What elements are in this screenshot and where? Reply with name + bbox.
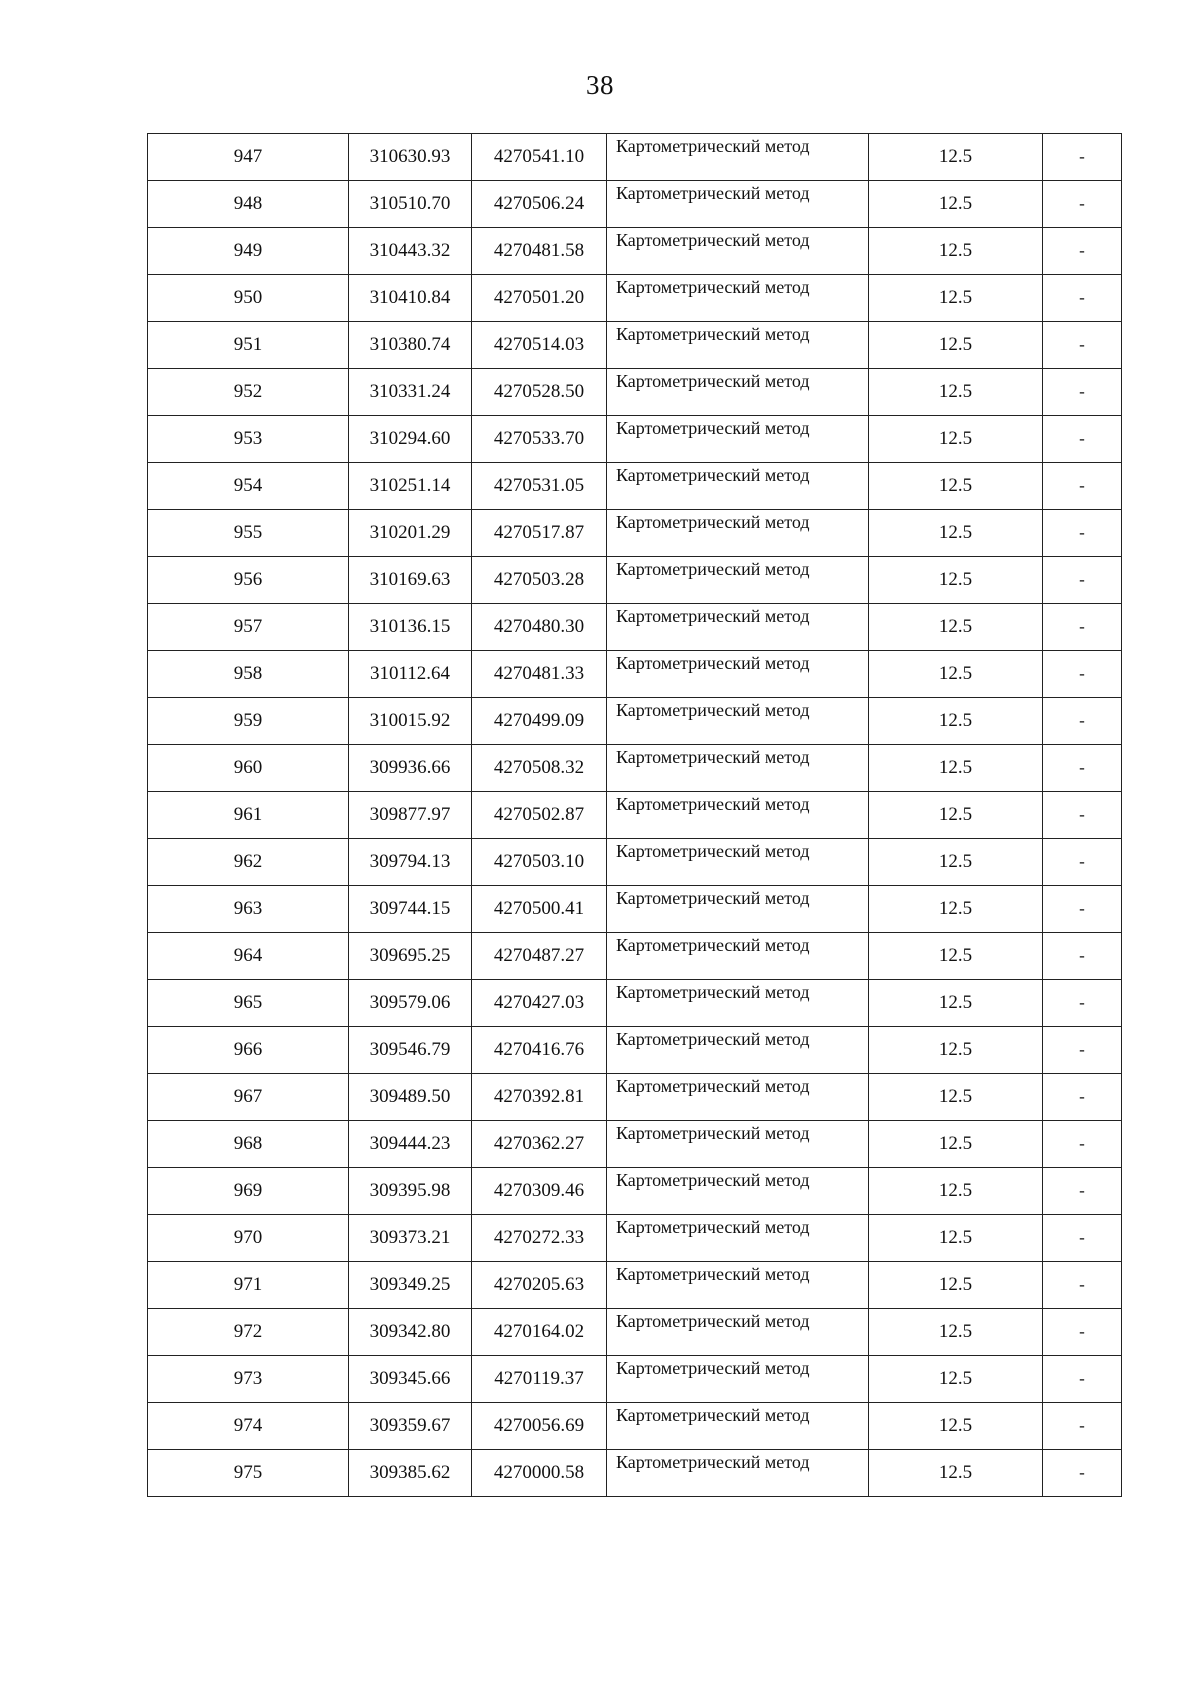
accuracy-cell: 12.5 [869, 1450, 1043, 1497]
accuracy-cell: 12.5 [869, 557, 1043, 604]
x-coordinate-cell: 310443.32 [349, 228, 472, 275]
table-row [148, 698, 1122, 745]
accuracy-cell: 12.5 [869, 1168, 1043, 1215]
note-cell: - [1043, 416, 1122, 463]
note-cell: - [1043, 1215, 1122, 1262]
point-number-cell: 964 [148, 933, 349, 980]
method-cell: Картометрический метод [607, 698, 869, 745]
method-cell: Картометрический метод [607, 886, 869, 933]
note-cell: - [1043, 369, 1122, 416]
table-row [148, 1027, 1122, 1074]
point-number-cell: 959 [148, 698, 349, 745]
note-cell: - [1043, 1027, 1122, 1074]
accuracy-cell: 12.5 [869, 1027, 1043, 1074]
x-coordinate-cell: 309342.80 [349, 1309, 472, 1356]
method-cell: Картометрический метод [607, 651, 869, 698]
accuracy-cell: 12.5 [869, 228, 1043, 275]
point-number-cell: 952 [148, 369, 349, 416]
y-coordinate-cell: 4270164.02 [472, 1309, 607, 1356]
note-cell: - [1043, 181, 1122, 228]
accuracy-cell: 12.5 [869, 651, 1043, 698]
table-row [148, 369, 1122, 416]
accuracy-cell: 12.5 [869, 1262, 1043, 1309]
point-number-cell: 969 [148, 1168, 349, 1215]
note-cell: - [1043, 1356, 1122, 1403]
point-number-cell: 965 [148, 980, 349, 1027]
accuracy-cell: 12.5 [869, 1215, 1043, 1262]
method-cell: Картометрический метод [607, 463, 869, 510]
note-cell: - [1043, 933, 1122, 980]
table-row [148, 228, 1122, 275]
table-row [148, 1450, 1122, 1497]
note-cell: - [1043, 1450, 1122, 1497]
note-cell: - [1043, 1403, 1122, 1450]
table-row [148, 1356, 1122, 1403]
table-row [148, 1215, 1122, 1262]
accuracy-cell: 12.5 [869, 1403, 1043, 1450]
x-coordinate-cell: 310136.15 [349, 604, 472, 651]
method-cell: Картометрический метод [607, 933, 869, 980]
y-coordinate-cell: 4270056.69 [472, 1403, 607, 1450]
method-cell: Картометрический метод [607, 1309, 869, 1356]
coordinates-table-body [148, 134, 1122, 1497]
x-coordinate-cell: 310201.29 [349, 510, 472, 557]
table-row [148, 1121, 1122, 1168]
table-row [148, 510, 1122, 557]
note-cell: - [1043, 792, 1122, 839]
x-coordinate-cell: 309794.13 [349, 839, 472, 886]
note-cell: - [1043, 604, 1122, 651]
point-number-cell: 955 [148, 510, 349, 557]
y-coordinate-cell: 4270499.09 [472, 698, 607, 745]
accuracy-cell: 12.5 [869, 980, 1043, 1027]
table-row [148, 1309, 1122, 1356]
y-coordinate-cell: 4270533.70 [472, 416, 607, 463]
accuracy-cell: 12.5 [869, 322, 1043, 369]
table-row [148, 886, 1122, 933]
accuracy-cell: 12.5 [869, 275, 1043, 322]
x-coordinate-cell: 309546.79 [349, 1027, 472, 1074]
table-row [148, 792, 1122, 839]
accuracy-cell: 12.5 [869, 886, 1043, 933]
x-coordinate-cell: 310112.64 [349, 651, 472, 698]
page-number: 38 [586, 70, 614, 100]
y-coordinate-cell: 4270416.76 [472, 1027, 607, 1074]
method-cell: Картометрический метод [607, 510, 869, 557]
point-number-cell: 970 [148, 1215, 349, 1262]
table-row [148, 416, 1122, 463]
method-cell: Картометрический метод [607, 228, 869, 275]
method-cell: Картометрический метод [607, 1074, 869, 1121]
method-cell: Картометрический метод [607, 275, 869, 322]
accuracy-cell: 12.5 [869, 745, 1043, 792]
table-row [148, 1403, 1122, 1450]
accuracy-cell: 12.5 [869, 1074, 1043, 1121]
point-number-cell: 962 [148, 839, 349, 886]
accuracy-cell: 12.5 [869, 1121, 1043, 1168]
table-row [148, 181, 1122, 228]
note-cell: - [1043, 839, 1122, 886]
y-coordinate-cell: 4270392.81 [472, 1074, 607, 1121]
accuracy-cell: 12.5 [869, 604, 1043, 651]
x-coordinate-cell: 309695.25 [349, 933, 472, 980]
y-coordinate-cell: 4270501.20 [472, 275, 607, 322]
table-row [148, 839, 1122, 886]
accuracy-cell: 12.5 [869, 1356, 1043, 1403]
method-cell: Картометрический метод [607, 839, 869, 886]
accuracy-cell: 12.5 [869, 933, 1043, 980]
note-cell: - [1043, 745, 1122, 792]
note-cell: - [1043, 228, 1122, 275]
x-coordinate-cell: 309744.15 [349, 886, 472, 933]
accuracy-cell: 12.5 [869, 181, 1043, 228]
method-cell: Картометрический метод [607, 134, 869, 181]
x-coordinate-cell: 309395.98 [349, 1168, 472, 1215]
accuracy-cell: 12.5 [869, 698, 1043, 745]
note-cell: - [1043, 275, 1122, 322]
point-number-cell: 947 [148, 134, 349, 181]
table-row [148, 1074, 1122, 1121]
point-number-cell: 951 [148, 322, 349, 369]
x-coordinate-cell: 310169.63 [349, 557, 472, 604]
table-row [148, 1168, 1122, 1215]
x-coordinate-cell: 310331.24 [349, 369, 472, 416]
point-number-cell: 967 [148, 1074, 349, 1121]
y-coordinate-cell: 4270508.32 [472, 745, 607, 792]
table-row [148, 651, 1122, 698]
point-number-cell: 960 [148, 745, 349, 792]
x-coordinate-cell: 310015.92 [349, 698, 472, 745]
y-coordinate-cell: 4270506.24 [472, 181, 607, 228]
x-coordinate-cell: 309936.66 [349, 745, 472, 792]
y-coordinate-cell: 4270541.10 [472, 134, 607, 181]
note-cell: - [1043, 886, 1122, 933]
method-cell: Картометрический метод [607, 1450, 869, 1497]
accuracy-cell: 12.5 [869, 134, 1043, 181]
method-cell: Картометрический метод [607, 1215, 869, 1262]
y-coordinate-cell: 4270514.03 [472, 322, 607, 369]
point-number-cell: 957 [148, 604, 349, 651]
y-coordinate-cell: 4270531.05 [472, 463, 607, 510]
method-cell: Картометрический метод [607, 1403, 869, 1450]
x-coordinate-cell: 310380.74 [349, 322, 472, 369]
method-cell: Картометрический метод [607, 1262, 869, 1309]
point-number-cell: 974 [148, 1403, 349, 1450]
point-number-cell: 954 [148, 463, 349, 510]
table-row [148, 604, 1122, 651]
x-coordinate-cell: 309385.62 [349, 1450, 472, 1497]
point-number-cell: 971 [148, 1262, 349, 1309]
y-coordinate-cell: 4270528.50 [472, 369, 607, 416]
method-cell: Картометрический метод [607, 1121, 869, 1168]
x-coordinate-cell: 309349.25 [349, 1262, 472, 1309]
table-row [148, 557, 1122, 604]
table-row [148, 322, 1122, 369]
x-coordinate-cell: 309877.97 [349, 792, 472, 839]
table-row [148, 1262, 1122, 1309]
y-coordinate-cell: 4270272.33 [472, 1215, 607, 1262]
x-coordinate-cell: 310294.60 [349, 416, 472, 463]
x-coordinate-cell: 310251.14 [349, 463, 472, 510]
table-row [148, 463, 1122, 510]
x-coordinate-cell: 309359.67 [349, 1403, 472, 1450]
note-cell: - [1043, 557, 1122, 604]
table-row [148, 134, 1122, 181]
point-number-cell: 966 [148, 1027, 349, 1074]
x-coordinate-cell: 310410.84 [349, 275, 472, 322]
point-number-cell: 958 [148, 651, 349, 698]
y-coordinate-cell: 4270503.28 [472, 557, 607, 604]
point-number-cell: 953 [148, 416, 349, 463]
y-coordinate-cell: 4270503.10 [472, 839, 607, 886]
point-number-cell: 950 [148, 275, 349, 322]
y-coordinate-cell: 4270427.03 [472, 980, 607, 1027]
method-cell: Картометрический метод [607, 369, 869, 416]
point-number-cell: 963 [148, 886, 349, 933]
point-number-cell: 956 [148, 557, 349, 604]
y-coordinate-cell: 4270480.30 [472, 604, 607, 651]
method-cell: Картометрический метод [607, 1356, 869, 1403]
note-cell: - [1043, 1309, 1122, 1356]
x-coordinate-cell: 309579.06 [349, 980, 472, 1027]
method-cell: Картометрический метод [607, 181, 869, 228]
note-cell: - [1043, 980, 1122, 1027]
method-cell: Картометрический метод [607, 792, 869, 839]
method-cell: Картометрический метод [607, 1168, 869, 1215]
point-number-cell: 972 [148, 1309, 349, 1356]
point-number-cell: 948 [148, 181, 349, 228]
point-number-cell: 975 [148, 1450, 349, 1497]
method-cell: Картометрический метод [607, 1027, 869, 1074]
method-cell: Картометрический метод [607, 557, 869, 604]
point-number-cell: 973 [148, 1356, 349, 1403]
accuracy-cell: 12.5 [869, 839, 1043, 886]
y-coordinate-cell: 4270502.87 [472, 792, 607, 839]
y-coordinate-cell: 4270309.46 [472, 1168, 607, 1215]
table-row [148, 980, 1122, 1027]
note-cell: - [1043, 322, 1122, 369]
point-number-cell: 968 [148, 1121, 349, 1168]
method-cell: Картометрический метод [607, 322, 869, 369]
note-cell: - [1043, 1168, 1122, 1215]
y-coordinate-cell: 4270000.58 [472, 1450, 607, 1497]
accuracy-cell: 12.5 [869, 510, 1043, 557]
y-coordinate-cell: 4270517.87 [472, 510, 607, 557]
accuracy-cell: 12.5 [869, 463, 1043, 510]
table-row [148, 933, 1122, 980]
y-coordinate-cell: 4270487.27 [472, 933, 607, 980]
y-coordinate-cell: 4270481.58 [472, 228, 607, 275]
y-coordinate-cell: 4270119.37 [472, 1356, 607, 1403]
note-cell: - [1043, 1121, 1122, 1168]
y-coordinate-cell: 4270205.63 [472, 1262, 607, 1309]
method-cell: Картометрический метод [607, 416, 869, 463]
accuracy-cell: 12.5 [869, 792, 1043, 839]
method-cell: Картометрический метод [607, 980, 869, 1027]
note-cell: - [1043, 463, 1122, 510]
x-coordinate-cell: 309489.50 [349, 1074, 472, 1121]
note-cell: - [1043, 698, 1122, 745]
note-cell: - [1043, 651, 1122, 698]
x-coordinate-cell: 310510.70 [349, 181, 472, 228]
x-coordinate-cell: 309444.23 [349, 1121, 472, 1168]
accuracy-cell: 12.5 [869, 1309, 1043, 1356]
accuracy-cell: 12.5 [869, 369, 1043, 416]
method-cell: Картометрический метод [607, 604, 869, 651]
accuracy-cell: 12.5 [869, 416, 1043, 463]
x-coordinate-cell: 310630.93 [349, 134, 472, 181]
note-cell: - [1043, 1262, 1122, 1309]
x-coordinate-cell: 309345.66 [349, 1356, 472, 1403]
table-row [148, 745, 1122, 792]
x-coordinate-cell: 309373.21 [349, 1215, 472, 1262]
point-number-cell: 949 [148, 228, 349, 275]
y-coordinate-cell: 4270481.33 [472, 651, 607, 698]
note-cell: - [1043, 1074, 1122, 1121]
table-row [148, 275, 1122, 322]
point-number-cell: 961 [148, 792, 349, 839]
coordinates-table [147, 133, 1122, 1497]
y-coordinate-cell: 4270500.41 [472, 886, 607, 933]
method-cell: Картометрический метод [607, 745, 869, 792]
note-cell: - [1043, 134, 1122, 181]
y-coordinate-cell: 4270362.27 [472, 1121, 607, 1168]
note-cell: - [1043, 510, 1122, 557]
